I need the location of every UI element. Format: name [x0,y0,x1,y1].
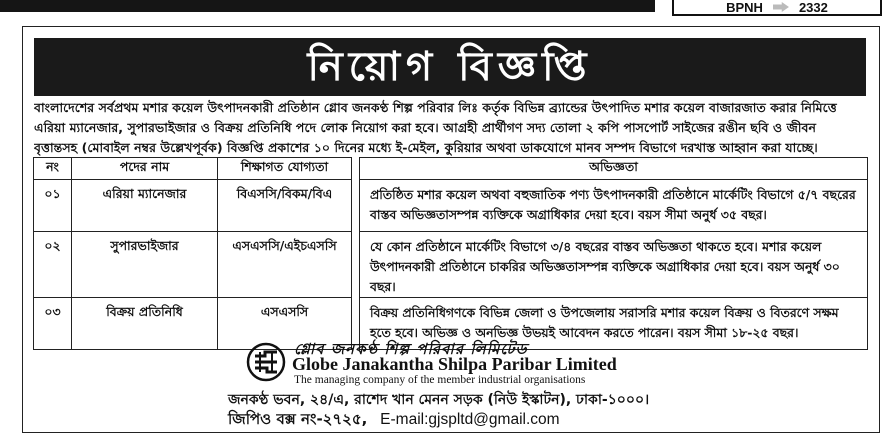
vacancy-table [33,157,868,350]
column-gap [352,180,360,232]
company-address: জনকণ্ঠ ভবন, ২৪/এ, রাশেদ খান মেনন সড়ক (নিউ ইস্কাটন), ঢাকা-১০০০। [228,392,650,408]
experience-line: বাস্তব অভিজ্ঞতাসম্পন্ন ব্যক্তিকে অগ্রাধিকার দেয়া হবে। বয়স সীমা অনুর্ধ ৩৫ বছর। [370,207,767,222]
experience-line: বিক্রয় প্রতিনিধিগণকে বিভিন্ন জেলা ও উপজেলায় সরাসরি মশার কয়েল বিক্রয় ও বিতরণে সক্ষম [370,305,839,320]
top-black-strip [0,0,655,12]
reference-number: 2332 [798,0,828,15]
row-education: বিএসসি/বিকম/বিএ [218,180,352,232]
arrow-right-icon [773,2,789,12]
brand-name-bengali: গ্লোব জনকণ্ঠ শিল্প পরিবার লিমিটেড [294,340,528,358]
gpo-box: জিপিও বক্স নং-২৭২৫, [228,410,368,428]
table-row [34,232,868,298]
row-no: ০১ [34,180,72,232]
column-gap [352,158,360,180]
brand-tagline: The managing company of the member industrial organisations [294,374,586,386]
row-experience [360,180,868,232]
intro-line: বাংলাদেশের সর্বপ্রথম মশার কয়েল উৎপাদনকারী প্রতিষ্ঠান গ্লোব জনকণ্ঠ শিল্প পরিবার লিঃ কর্তৃক বিভিন্ন ব্র্যান্ডের উৎপাদিত মশার কয়েল বাজারজাত করার নিমিত্তে [34,100,837,115]
contact-line [228,408,560,433]
header-education: শিক্ষাগত যোগ্যতা [218,158,352,180]
column-gap [352,232,360,298]
intro-paragraph [34,98,866,158]
row-experience [360,232,868,298]
row-post: বিক্রয় প্রতিনিধি [72,298,218,350]
row-education: এসএসসি [218,298,352,350]
header-experience: অভিজ্ঞতা [360,158,868,180]
company-footer [230,336,650,432]
row-post: এরিয়া ম্যানেজার [72,180,218,232]
table-row [34,180,868,232]
row-education: এসএসসি/এইচএসসি [218,232,352,298]
experience-line: হতে হবে। অভিজ্ঞ ও অনভিজ্ঞ উভয়ই আবেদন করতে পারেন। বয়স সীমা ১৮-২৫ বছর। [370,325,799,340]
reference-code: BPNH [726,0,763,15]
brand-name-english: Globe Janakantha Shilpa Paribar Limited [292,354,617,374]
experience-line: উৎপাদনকারী প্রতিষ্ঠানে চাকরির অভিজ্ঞতাসম্পন্ন ব্যক্তিকে অগ্রাধিকার দেয়া হবে। বয়স অনুর্ধ ৩০ বছর। [370,259,840,294]
reference-box [672,0,882,16]
email-address: E-mail:gjspltd@gmail.com [380,411,560,428]
table-header-row [34,158,868,180]
row-no: ০২ [34,232,72,298]
page-title: নিয়োগ বিজ্ঞপ্তি [307,43,593,90]
globe-logo-icon [246,342,286,382]
title-banner [34,38,866,96]
header-post: পদের নাম [72,158,218,180]
header-no: নং [34,158,72,180]
intro-line: বৃত্তান্তসহ (মোবাইল নম্বর উল্লেখপূর্বক) বিজ্ঞপ্তি প্রকাশের ১০ দিনের মধ্যে ই-মেইল, কুরিয়ার অথবা ডাকযোগে মানব সম্পদ বিভাগে দরখাস্ত আহ্বান করা যাচ্ছে। [34,140,818,155]
experience-line: যে কোন প্রতিষ্ঠানে মার্কেটিং বিভাগে ৩/৪ বছরের বাস্তব অভিজ্ঞতা থাকতে হবে। মশার কয়েল [370,239,822,254]
intro-line: এরিয়া ম্যানেজার, সুপারভাইজার ও বিক্রয় প্রতিনিধি পদে লোক নিয়োগ করা হবে। আগ্রহী প্রার্থীগণ সদ্য তোলা ২ কপি পাসপোর্ট সাইজের রঙীন ছবি ও জীবন [34,120,816,135]
experience-line: প্রতিষ্ঠিত মশার কয়েল অথবা বহুজাতিক পণ্য উৎপাদনকারী প্রতিষ্ঠানে মার্কেটিং বিভাগে ৫/৭ বছরের [370,187,856,202]
row-no: ০৩ [34,298,72,350]
row-post: সুপারভাইজার [72,232,218,298]
